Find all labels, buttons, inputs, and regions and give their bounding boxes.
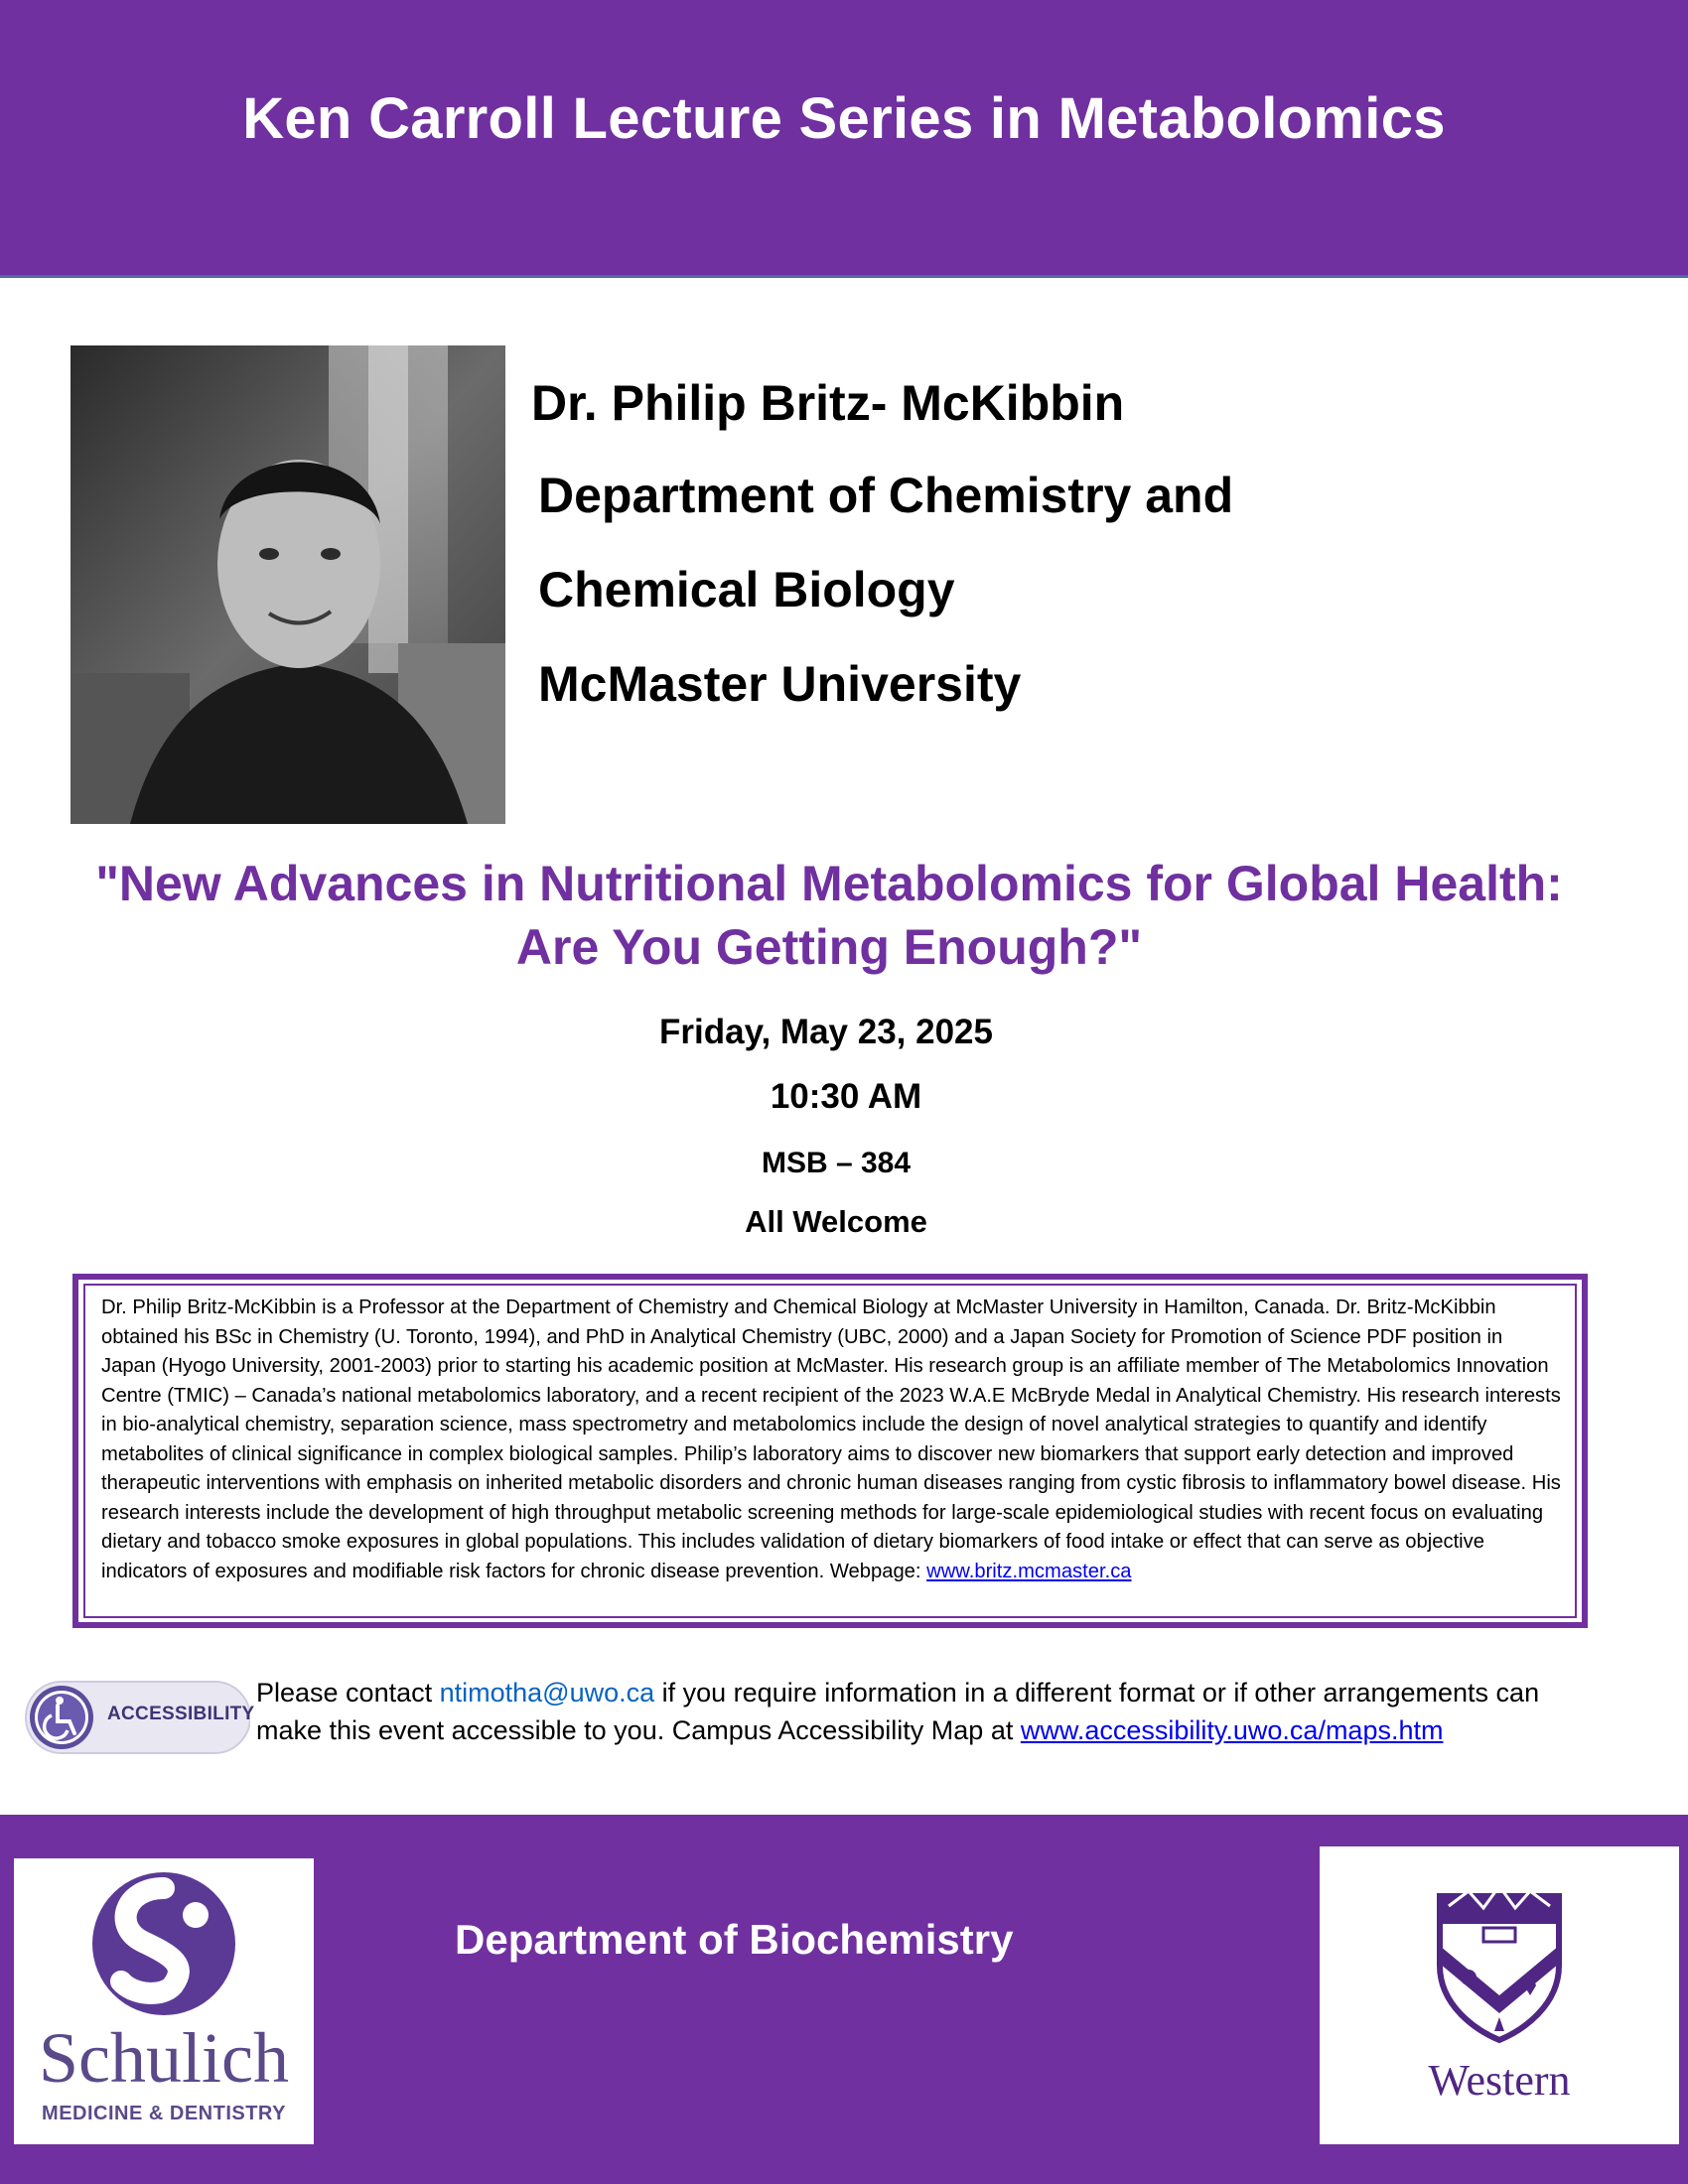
series-title: Ken Carroll Lecture Series in Metabolomics [242,86,1446,151]
western-crest-icon [1320,1846,1679,2055]
event-audience: All Welcome [745,1204,927,1239]
speaker-portrait-image [70,345,505,824]
event-time: 10:30 AM [770,1077,922,1116]
bio-webpage-link[interactable]: www.britz.mcmaster.ca [926,1560,1132,1582]
western-wordmark: Western [1428,2056,1571,2105]
schulich-s-mark-icon [14,1858,314,2027]
footer-department: Department of Biochemistry [455,1916,1014,1963]
schulich-logo [14,1858,314,2144]
speaker-photo [70,345,505,824]
accessibility-notice [256,1674,1587,1749]
accessibility-email[interactable]: ntimotha@uwo.ca [439,1678,655,1707]
western-logo [1320,1846,1679,2144]
accessibility-text-middle: if you require information in a different format or if other arrangements can make this event accessible to you. Campus Accessibility Map at [256,1678,1540,1745]
speaker-department-line1: Department of Chemistry and [538,468,1234,523]
bio-box [83,1284,1577,1618]
bio-text: Dr. Philip Britz-McKibbin is a Professor at the Department of Chemistry and Chemical Biology at McMaster University in Hamilton, Canada. Dr. Britz-McKibbin obtained his BSc in Chemistry (U. Toronto, 1994), and PhD in Analytical Chemistry (UBC, 2000) and a Japan Society for Promotion of Science PDF position in Japan (Hyogo University, 2001-2003) prior to starting his academic position at McMaster. His research group is an affiliate member of The Metabolomics Innovation Centre (TMIC) – Canada’s national metabolomics laboratory, and a recent recipient of the 2023 W.A.E McBryde Medal in Analytical Chemistry. His research interests in bio-analytical chemistry, separation science, mass spectrometry and metabolomics include the design of novel analytical strategies to quantify and identify metabolites of clinical significance in complex biological samples. Philip’s laboratory aims to discover new biomarkers that support early detection and improved therapeutic interventions with emphasis on inherited metabolic disorders and chronic human diseases ranging from cystic fibrosis to inflammatory bowel disease. His research interests include the development of high throughput metabolic screening methods for large-scale epidemiological studies with recent focus on evaluating dietary and tobacco smoke exposures in global populations. This includes validation of dietary biomarkers of food intake or effect that can serve as objective indicators of exposures and modifiable risk factors for chronic disease prevention. Webpage: [101,1297,1561,1582]
talk-title: "New Advances in Nutritional Metabolomics for Global Health: Are You Getting Enough?" [95,856,1563,975]
accessibility-text-before: Please contact [256,1678,440,1707]
event-date: Friday, May 23, 2025 [659,1013,993,1051]
schulich-wordmark: Schulich [39,2018,289,2098]
speaker-university: McMaster University [538,656,1022,712]
accessibility-map-link[interactable]: www.accessibility.uwo.ca/maps.htm [1020,1715,1444,1745]
accessibility-badge [20,1676,255,1757]
speaker-department-line2: Chemical Biology [538,562,955,617]
speaker-name: Dr. Philip Britz- McKibbin [531,375,1125,431]
schulich-subtitle: MEDICINE & DENTISTRY [42,2103,286,2124]
accessibility-badge-label: ACCESSIBILITY [107,1704,255,1724]
event-room: MSB – 384 [761,1147,912,1179]
